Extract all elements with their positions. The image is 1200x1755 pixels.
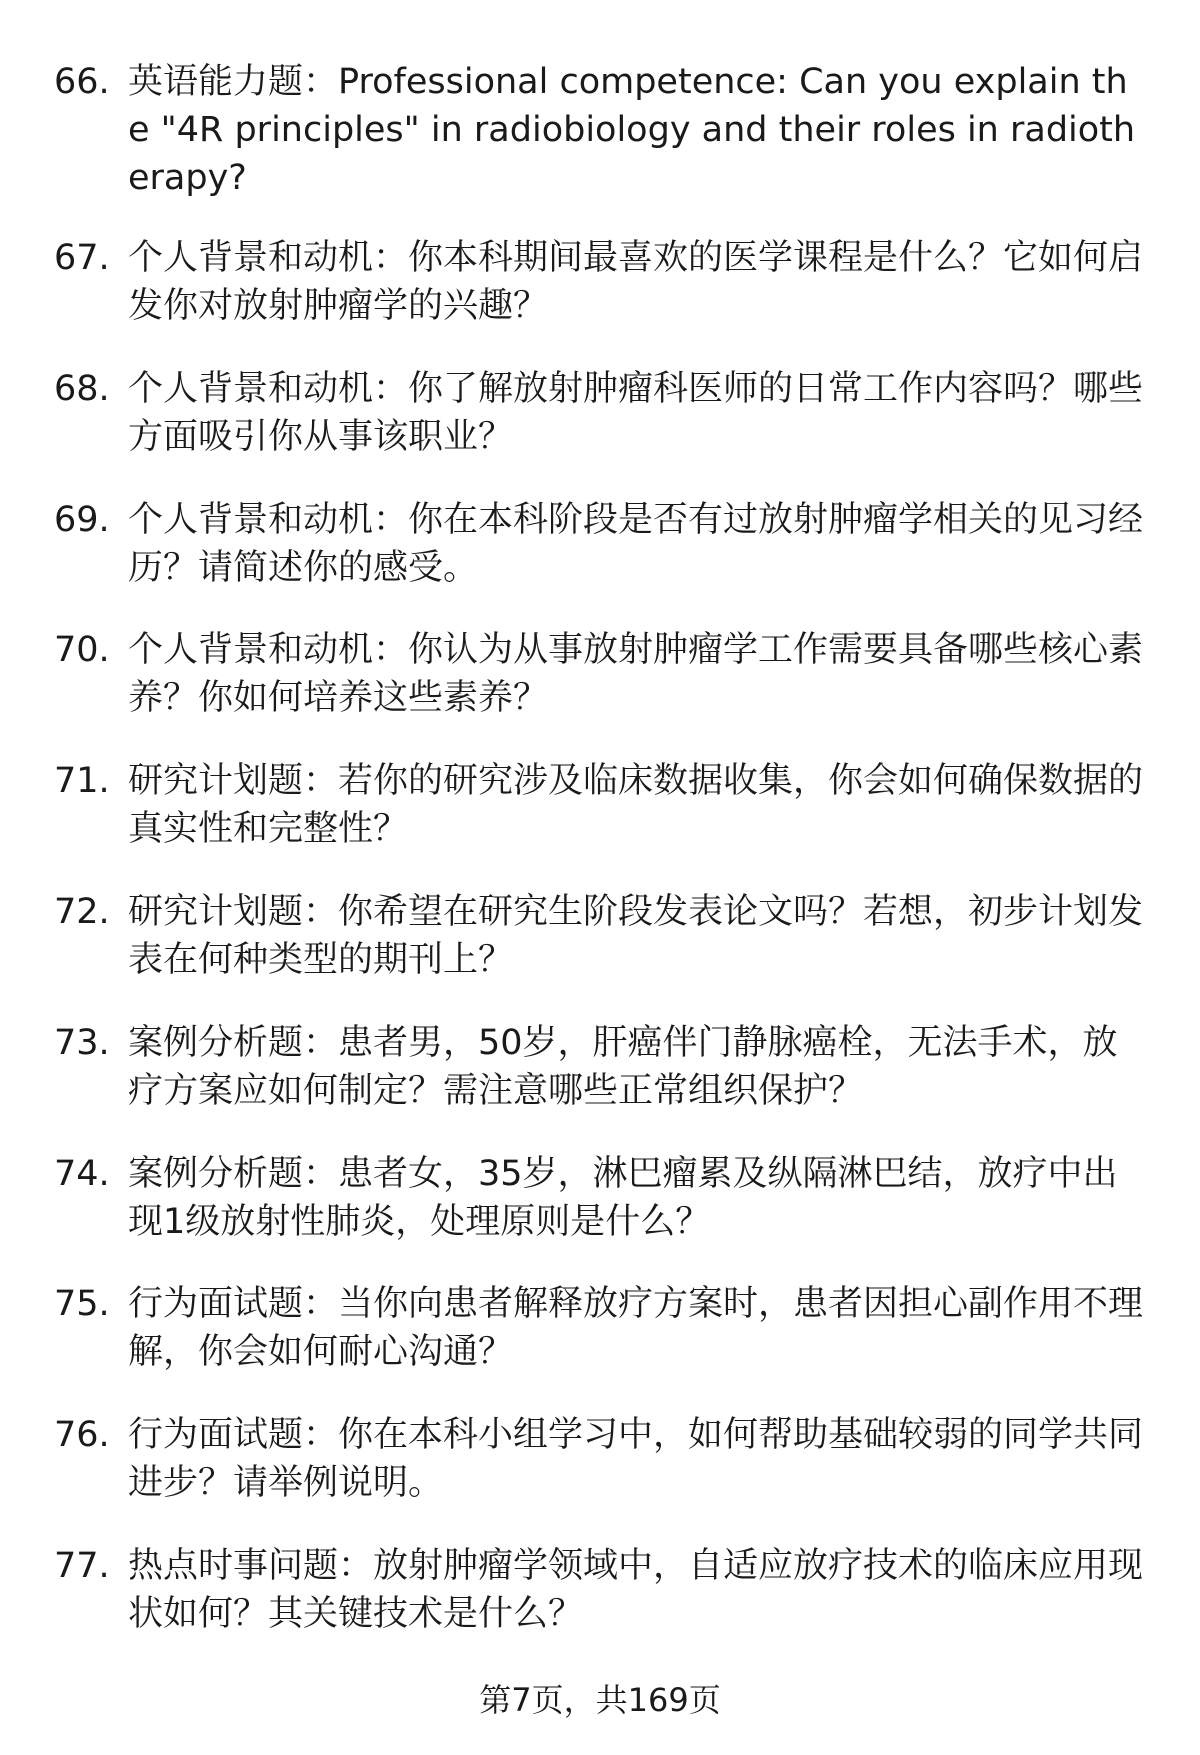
question-text: 个人背景和动机：你了解放射肿瘤科医师的日常工作内容吗？哪些方面吸引你从事该职业？: [128, 368, 1144, 457]
question-number: 68.: [54, 368, 110, 409]
question-item: [0, 626, 1200, 757]
question-item: [0, 58, 1200, 234]
question-text: 行为面试题：你在本科小组学习中，如何帮助基础较弱的同学共同进步？请举例说明。: [128, 1415, 1144, 1504]
question-number: 75.: [54, 1284, 110, 1325]
question-number: 70.: [54, 630, 110, 671]
question-item: [0, 496, 1200, 627]
question-item: [0, 1411, 1200, 1542]
question-item: [0, 1150, 1200, 1281]
question-text: 行为面试题：当你向患者解释放疗方案时，患者因担心副作用不理解，你会如何耐心沟通？: [128, 1284, 1144, 1373]
question-text: 个人背景和动机：你本科期间最喜欢的医学课程是什么？它如何启发你对放射肿瘤学的兴趣？: [128, 238, 1144, 326]
question-number: 73.: [54, 1022, 110, 1063]
question-text: 英语能力题：Professional competence: Can you explain the "4R principles" in radiobiology and their roles in radiotherapy?: [128, 62, 1136, 198]
question-item: [0, 1280, 1200, 1411]
question-number: 72.: [54, 891, 110, 932]
question-item: [0, 757, 1200, 888]
question-text: 案例分析题：患者男，50岁，肝癌伴门静脉癌栓，无法手术，放疗方案应如何制定？需注意哪些正常组织保护？: [128, 1022, 1118, 1111]
question-number: 76.: [54, 1415, 110, 1456]
question-number: 71.: [54, 761, 110, 802]
question-text: 热点时事问题：放射肿瘤学领域中，自适应放疗技术的临床应用现状如何？其关键技术是什么？: [128, 1545, 1144, 1634]
question-number: 77.: [54, 1545, 110, 1586]
question-item: [0, 888, 1200, 1019]
question-text: 案例分析题：患者女，35岁，淋巴瘤累及纵隔淋巴结，放疗中出现1级放射性肺炎，处理原则是什么？: [128, 1153, 1118, 1242]
question-text: 个人背景和动机：你认为从事放射肿瘤学工作需要具备哪些核心素养？你如何培养这些素养？: [128, 630, 1144, 719]
question-item: [0, 365, 1200, 496]
question-list: [0, 58, 1200, 1673]
question-number: 69.: [54, 499, 110, 540]
question-text: 研究计划题：你希望在研究生阶段发表论文吗？若想，初步计划发表在何种类型的期刊上？: [128, 891, 1144, 980]
question-number: 74.: [54, 1153, 110, 1194]
page-footer: 第7页，共169页: [479, 1681, 721, 1719]
question-item: [0, 1542, 1200, 1673]
question-item: [0, 1019, 1200, 1150]
question-number: 66.: [54, 62, 110, 102]
question-text: 个人背景和动机：你在本科阶段是否有过放射肿瘤学相关的见习经历？请简述你的感受。: [128, 499, 1144, 588]
question-text: 研究计划题：若你的研究涉及临床数据收集，你会如何确保数据的真实性和完整性？: [128, 761, 1144, 850]
question-item: [0, 234, 1200, 365]
question-number: 67.: [54, 238, 110, 278]
